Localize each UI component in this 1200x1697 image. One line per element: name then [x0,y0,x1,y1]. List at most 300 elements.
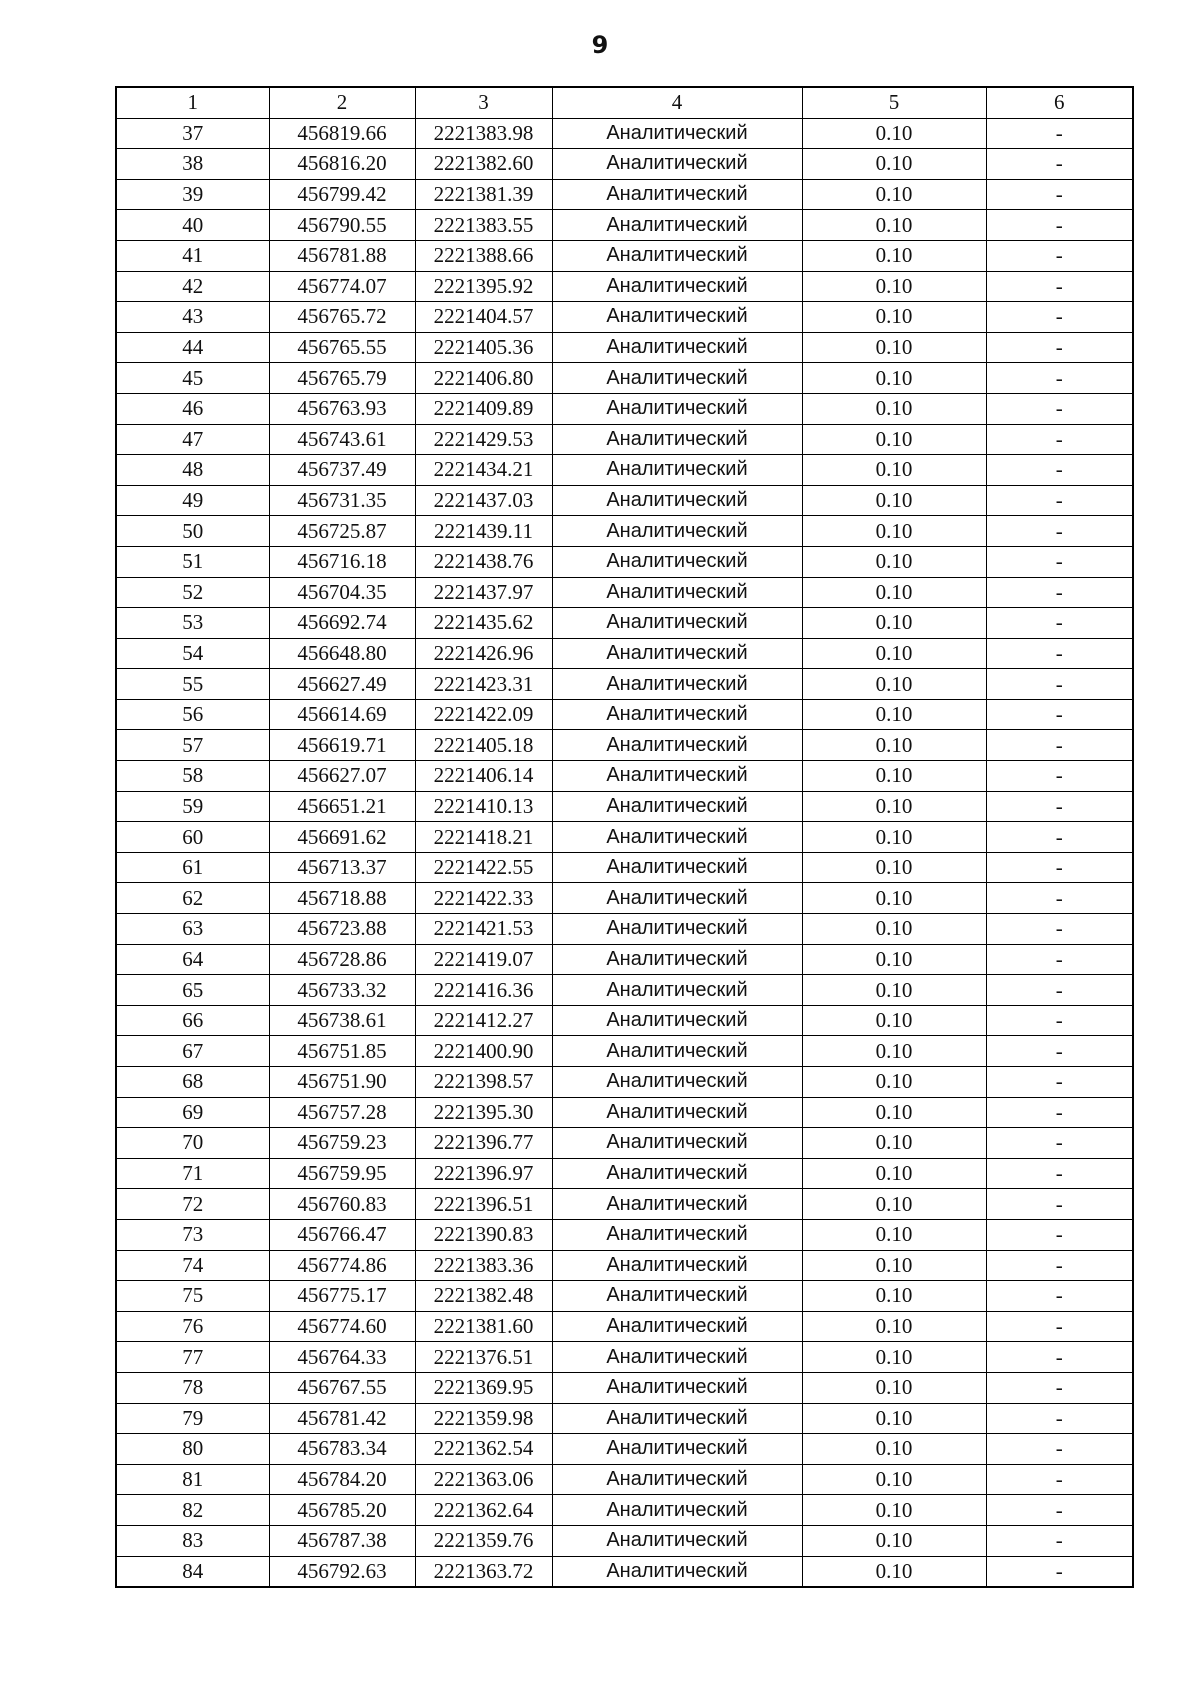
point-number-cell: 53 [116,608,269,639]
x-coordinate-cell: 456725.87 [269,516,415,547]
table-row [116,424,1133,455]
method-cell: Аналитический [552,485,802,516]
y-coordinate-cell: 2221381.60 [415,1311,552,1342]
point-number-cell: 68 [116,1067,269,1098]
table-row [116,1403,1133,1434]
table-row [116,608,1133,639]
x-coordinate-cell: 456713.37 [269,852,415,883]
method-cell: Аналитический [552,699,802,730]
description-cell: - [986,1403,1133,1434]
accuracy-cell: 0.10 [802,914,986,945]
method-cell: Аналитический [552,302,802,333]
y-coordinate-cell: 2221418.21 [415,822,552,853]
y-coordinate-cell: 2221395.30 [415,1097,552,1128]
x-coordinate-cell: 456619.71 [269,730,415,761]
table-row [116,761,1133,792]
x-coordinate-cell: 456757.28 [269,1097,415,1128]
method-cell: Аналитический [552,1005,802,1036]
method-cell: Аналитический [552,455,802,486]
description-cell: - [986,1281,1133,1312]
y-coordinate-cell: 2221390.83 [415,1219,552,1250]
x-coordinate-cell: 456781.88 [269,240,415,271]
method-cell: Аналитический [552,1525,802,1556]
x-coordinate-cell: 456760.83 [269,1189,415,1220]
accuracy-cell: 0.10 [802,699,986,730]
description-cell: - [986,271,1133,302]
x-coordinate-cell: 456743.61 [269,424,415,455]
y-coordinate-cell: 2221362.54 [415,1434,552,1465]
table-row [116,179,1133,210]
method-cell: Аналитический [552,791,802,822]
point-number-cell: 56 [116,699,269,730]
table-row [116,1281,1133,1312]
accuracy-cell: 0.10 [802,1067,986,1098]
x-coordinate-cell: 456704.35 [269,577,415,608]
description-cell: - [986,1434,1133,1465]
x-coordinate-cell: 456781.42 [269,1403,415,1434]
method-cell: Аналитический [552,1250,802,1281]
description-cell: - [986,210,1133,241]
table-row [116,1372,1133,1403]
point-number-cell: 66 [116,1005,269,1036]
accuracy-cell: 0.10 [802,852,986,883]
x-coordinate-cell: 456774.86 [269,1250,415,1281]
table-row [116,210,1133,241]
x-coordinate-cell: 456819.66 [269,118,415,149]
description-cell: - [986,944,1133,975]
accuracy-cell: 0.10 [802,822,986,853]
point-number-cell: 63 [116,914,269,945]
method-cell: Аналитический [552,516,802,547]
y-coordinate-cell: 2221435.62 [415,608,552,639]
method-cell: Аналитический [552,149,802,180]
method-cell: Аналитический [552,1067,802,1098]
coordinates-table [115,86,1134,1588]
y-coordinate-cell: 2221439.11 [415,516,552,547]
x-coordinate-cell: 456692.74 [269,608,415,639]
accuracy-cell: 0.10 [802,577,986,608]
table-row [116,699,1133,730]
y-coordinate-cell: 2221434.21 [415,455,552,486]
point-number-cell: 57 [116,730,269,761]
description-cell: - [986,393,1133,424]
accuracy-cell: 0.10 [802,669,986,700]
accuracy-cell: 0.10 [802,1556,986,1587]
point-number-cell: 52 [116,577,269,608]
method-cell: Аналитический [552,1158,802,1189]
x-coordinate-cell: 456783.34 [269,1434,415,1465]
accuracy-cell: 0.10 [802,332,986,363]
table-row [116,1158,1133,1189]
x-coordinate-cell: 456751.85 [269,1036,415,1067]
method-cell: Аналитический [552,1281,802,1312]
y-coordinate-cell: 2221437.97 [415,577,552,608]
column-header: 5 [802,87,986,118]
description-cell: - [986,638,1133,669]
column-header: 4 [552,87,802,118]
point-number-cell: 55 [116,669,269,700]
y-coordinate-cell: 2221376.51 [415,1342,552,1373]
x-coordinate-cell: 456723.88 [269,914,415,945]
accuracy-cell: 0.10 [802,1495,986,1526]
table-row [116,271,1133,302]
method-cell: Аналитический [552,975,802,1006]
point-number-cell: 44 [116,332,269,363]
method-cell: Аналитический [552,608,802,639]
x-coordinate-cell: 456799.42 [269,179,415,210]
accuracy-cell: 0.10 [802,516,986,547]
accuracy-cell: 0.10 [802,1097,986,1128]
accuracy-cell: 0.10 [802,302,986,333]
point-number-cell: 81 [116,1464,269,1495]
method-cell: Аналитический [552,1372,802,1403]
accuracy-cell: 0.10 [802,638,986,669]
y-coordinate-cell: 2221359.98 [415,1403,552,1434]
accuracy-cell: 0.10 [802,393,986,424]
table-row [116,883,1133,914]
accuracy-cell: 0.10 [802,761,986,792]
point-number-cell: 61 [116,852,269,883]
method-cell: Аналитический [552,1434,802,1465]
table-row [116,791,1133,822]
accuracy-cell: 0.10 [802,240,986,271]
point-number-cell: 72 [116,1189,269,1220]
accuracy-cell: 0.10 [802,883,986,914]
description-cell: - [986,1189,1133,1220]
method-cell: Аналитический [552,1128,802,1159]
description-cell: - [986,546,1133,577]
description-cell: - [986,1067,1133,1098]
column-header: 6 [986,87,1133,118]
accuracy-cell: 0.10 [802,1372,986,1403]
description-cell: - [986,485,1133,516]
method-cell: Аналитический [552,852,802,883]
accuracy-cell: 0.10 [802,1525,986,1556]
point-number-cell: 48 [116,455,269,486]
method-cell: Аналитический [552,822,802,853]
table-row [116,363,1133,394]
accuracy-cell: 0.10 [802,485,986,516]
accuracy-cell: 0.10 [802,1036,986,1067]
point-number-cell: 69 [116,1097,269,1128]
method-cell: Аналитический [552,914,802,945]
table-row [116,149,1133,180]
y-coordinate-cell: 2221405.36 [415,332,552,363]
accuracy-cell: 0.10 [802,149,986,180]
point-number-cell: 77 [116,1342,269,1373]
table-row [116,1189,1133,1220]
accuracy-cell: 0.10 [802,608,986,639]
y-coordinate-cell: 2221405.18 [415,730,552,761]
table-row [116,240,1133,271]
table-row [116,1434,1133,1465]
table-header-row [116,87,1133,118]
point-number-cell: 38 [116,149,269,180]
point-number-cell: 67 [116,1036,269,1067]
table-row [116,852,1133,883]
y-coordinate-cell: 2221395.92 [415,271,552,302]
point-number-cell: 75 [116,1281,269,1312]
accuracy-cell: 0.10 [802,1189,986,1220]
description-cell: - [986,1005,1133,1036]
table-row [116,516,1133,547]
accuracy-cell: 0.10 [802,455,986,486]
point-number-cell: 58 [116,761,269,792]
x-coordinate-cell: 456816.20 [269,149,415,180]
y-coordinate-cell: 2221422.55 [415,852,552,883]
y-coordinate-cell: 2221438.76 [415,546,552,577]
accuracy-cell: 0.10 [802,791,986,822]
point-number-cell: 59 [116,791,269,822]
x-coordinate-cell: 456765.55 [269,332,415,363]
y-coordinate-cell: 2221382.60 [415,149,552,180]
point-number-cell: 42 [116,271,269,302]
accuracy-cell: 0.10 [802,1219,986,1250]
y-coordinate-cell: 2221383.55 [415,210,552,241]
method-cell: Аналитический [552,1495,802,1526]
accuracy-cell: 0.10 [802,210,986,241]
description-cell: - [986,1495,1133,1526]
method-cell: Аналитический [552,271,802,302]
description-cell: - [986,118,1133,149]
accuracy-cell: 0.10 [802,1403,986,1434]
description-cell: - [986,1250,1133,1281]
description-cell: - [986,975,1133,1006]
x-coordinate-cell: 456651.21 [269,791,415,822]
description-cell: - [986,363,1133,394]
point-number-cell: 76 [116,1311,269,1342]
y-coordinate-cell: 2221388.66 [415,240,552,271]
x-coordinate-cell: 456792.63 [269,1556,415,1587]
point-number-cell: 78 [116,1372,269,1403]
x-coordinate-cell: 456759.95 [269,1158,415,1189]
description-cell: - [986,302,1133,333]
table-row [116,1005,1133,1036]
y-coordinate-cell: 2221383.98 [415,118,552,149]
y-coordinate-cell: 2221416.36 [415,975,552,1006]
method-cell: Аналитический [552,1464,802,1495]
x-coordinate-cell: 456731.35 [269,485,415,516]
description-cell: - [986,791,1133,822]
x-coordinate-cell: 456785.20 [269,1495,415,1526]
table-body [116,118,1133,1587]
x-coordinate-cell: 456627.07 [269,761,415,792]
point-number-cell: 62 [116,883,269,914]
description-cell: - [986,1158,1133,1189]
table-row [116,1464,1133,1495]
method-cell: Аналитический [552,1097,802,1128]
point-number-cell: 70 [116,1128,269,1159]
x-coordinate-cell: 456627.49 [269,669,415,700]
table-row [116,1036,1133,1067]
y-coordinate-cell: 2221419.07 [415,944,552,975]
x-coordinate-cell: 456648.80 [269,638,415,669]
method-cell: Аналитический [552,210,802,241]
method-cell: Аналитический [552,1311,802,1342]
accuracy-cell: 0.10 [802,179,986,210]
y-coordinate-cell: 2221363.06 [415,1464,552,1495]
method-cell: Аналитический [552,546,802,577]
description-cell: - [986,1219,1133,1250]
table-row [116,1097,1133,1128]
x-coordinate-cell: 456790.55 [269,210,415,241]
description-cell: - [986,1372,1133,1403]
point-number-cell: 74 [116,1250,269,1281]
table-row [116,1128,1133,1159]
method-cell: Аналитический [552,118,802,149]
description-cell: - [986,240,1133,271]
point-number-cell: 73 [116,1219,269,1250]
description-cell: - [986,149,1133,180]
description-cell: - [986,516,1133,547]
page-number: 9 [591,31,609,59]
x-coordinate-cell: 456763.93 [269,393,415,424]
point-number-cell: 43 [116,302,269,333]
method-cell: Аналитический [552,363,802,394]
point-number-cell: 47 [116,424,269,455]
table-row [116,975,1133,1006]
method-cell: Аналитический [552,1556,802,1587]
point-number-cell: 84 [116,1556,269,1587]
table-row [116,302,1133,333]
table-row [116,730,1133,761]
y-coordinate-cell: 2221426.96 [415,638,552,669]
accuracy-cell: 0.10 [802,1281,986,1312]
description-cell: - [986,1311,1133,1342]
accuracy-cell: 0.10 [802,1342,986,1373]
point-number-cell: 82 [116,1495,269,1526]
point-number-cell: 65 [116,975,269,1006]
method-cell: Аналитический [552,1219,802,1250]
accuracy-cell: 0.10 [802,363,986,394]
x-coordinate-cell: 456775.17 [269,1281,415,1312]
description-cell: - [986,669,1133,700]
x-coordinate-cell: 456738.61 [269,1005,415,1036]
description-cell: - [986,883,1133,914]
description-cell: - [986,455,1133,486]
table-row [116,1067,1133,1098]
y-coordinate-cell: 2221396.51 [415,1189,552,1220]
y-coordinate-cell: 2221400.90 [415,1036,552,1067]
x-coordinate-cell: 456614.69 [269,699,415,730]
table-row [116,1342,1133,1373]
y-coordinate-cell: 2221383.36 [415,1250,552,1281]
accuracy-cell: 0.10 [802,1005,986,1036]
table-row [116,822,1133,853]
method-cell: Аналитический [552,424,802,455]
method-cell: Аналитический [552,577,802,608]
method-cell: Аналитический [552,669,802,700]
x-coordinate-cell: 456765.72 [269,302,415,333]
accuracy-cell: 0.10 [802,118,986,149]
point-number-cell: 39 [116,179,269,210]
point-number-cell: 49 [116,485,269,516]
method-cell: Аналитический [552,1189,802,1220]
method-cell: Аналитический [552,638,802,669]
description-cell: - [986,1464,1133,1495]
column-header: 2 [269,87,415,118]
point-number-cell: 79 [116,1403,269,1434]
description-cell: - [986,179,1133,210]
y-coordinate-cell: 2221404.57 [415,302,552,333]
y-coordinate-cell: 2221429.53 [415,424,552,455]
description-cell: - [986,699,1133,730]
point-number-cell: 50 [116,516,269,547]
table-row [116,455,1133,486]
table-row [116,546,1133,577]
x-coordinate-cell: 456764.33 [269,1342,415,1373]
description-cell: - [986,822,1133,853]
point-number-cell: 71 [116,1158,269,1189]
table-row [116,1556,1133,1587]
x-coordinate-cell: 456728.86 [269,944,415,975]
description-cell: - [986,1036,1133,1067]
method-cell: Аналитический [552,761,802,792]
method-cell: Аналитический [552,332,802,363]
table-row [116,944,1133,975]
description-cell: - [986,1525,1133,1556]
accuracy-cell: 0.10 [802,975,986,1006]
y-coordinate-cell: 2221363.72 [415,1556,552,1587]
method-cell: Аналитический [552,944,802,975]
method-cell: Аналитический [552,730,802,761]
accuracy-cell: 0.10 [802,424,986,455]
point-number-cell: 60 [116,822,269,853]
y-coordinate-cell: 2221381.39 [415,179,552,210]
y-coordinate-cell: 2221423.31 [415,669,552,700]
description-cell: - [986,914,1133,945]
method-cell: Аналитический [552,1342,802,1373]
x-coordinate-cell: 456716.18 [269,546,415,577]
x-coordinate-cell: 456765.79 [269,363,415,394]
y-coordinate-cell: 2221369.95 [415,1372,552,1403]
x-coordinate-cell: 456784.20 [269,1464,415,1495]
column-header: 1 [116,87,269,118]
point-number-cell: 83 [116,1525,269,1556]
y-coordinate-cell: 2221410.13 [415,791,552,822]
x-coordinate-cell: 456767.55 [269,1372,415,1403]
x-coordinate-cell: 456787.38 [269,1525,415,1556]
accuracy-cell: 0.10 [802,1128,986,1159]
x-coordinate-cell: 456691.62 [269,822,415,853]
description-cell: - [986,424,1133,455]
method-cell: Аналитический [552,1036,802,1067]
y-coordinate-cell: 2221421.53 [415,914,552,945]
accuracy-cell: 0.10 [802,546,986,577]
y-coordinate-cell: 2221412.27 [415,1005,552,1036]
table-row [116,669,1133,700]
table-row [116,485,1133,516]
column-header: 3 [415,87,552,118]
x-coordinate-cell: 456751.90 [269,1067,415,1098]
table-row [116,1250,1133,1281]
x-coordinate-cell: 456733.32 [269,975,415,1006]
table-row [116,332,1133,363]
y-coordinate-cell: 2221437.03 [415,485,552,516]
table-row [116,1219,1133,1250]
point-number-cell: 41 [116,240,269,271]
accuracy-cell: 0.10 [802,1250,986,1281]
table-row [116,1495,1133,1526]
method-cell: Аналитический [552,240,802,271]
description-cell: - [986,1342,1133,1373]
point-number-cell: 80 [116,1434,269,1465]
method-cell: Аналитический [552,179,802,210]
description-cell: - [986,1128,1133,1159]
table-row [116,638,1133,669]
description-cell: - [986,577,1133,608]
point-number-cell: 40 [116,210,269,241]
